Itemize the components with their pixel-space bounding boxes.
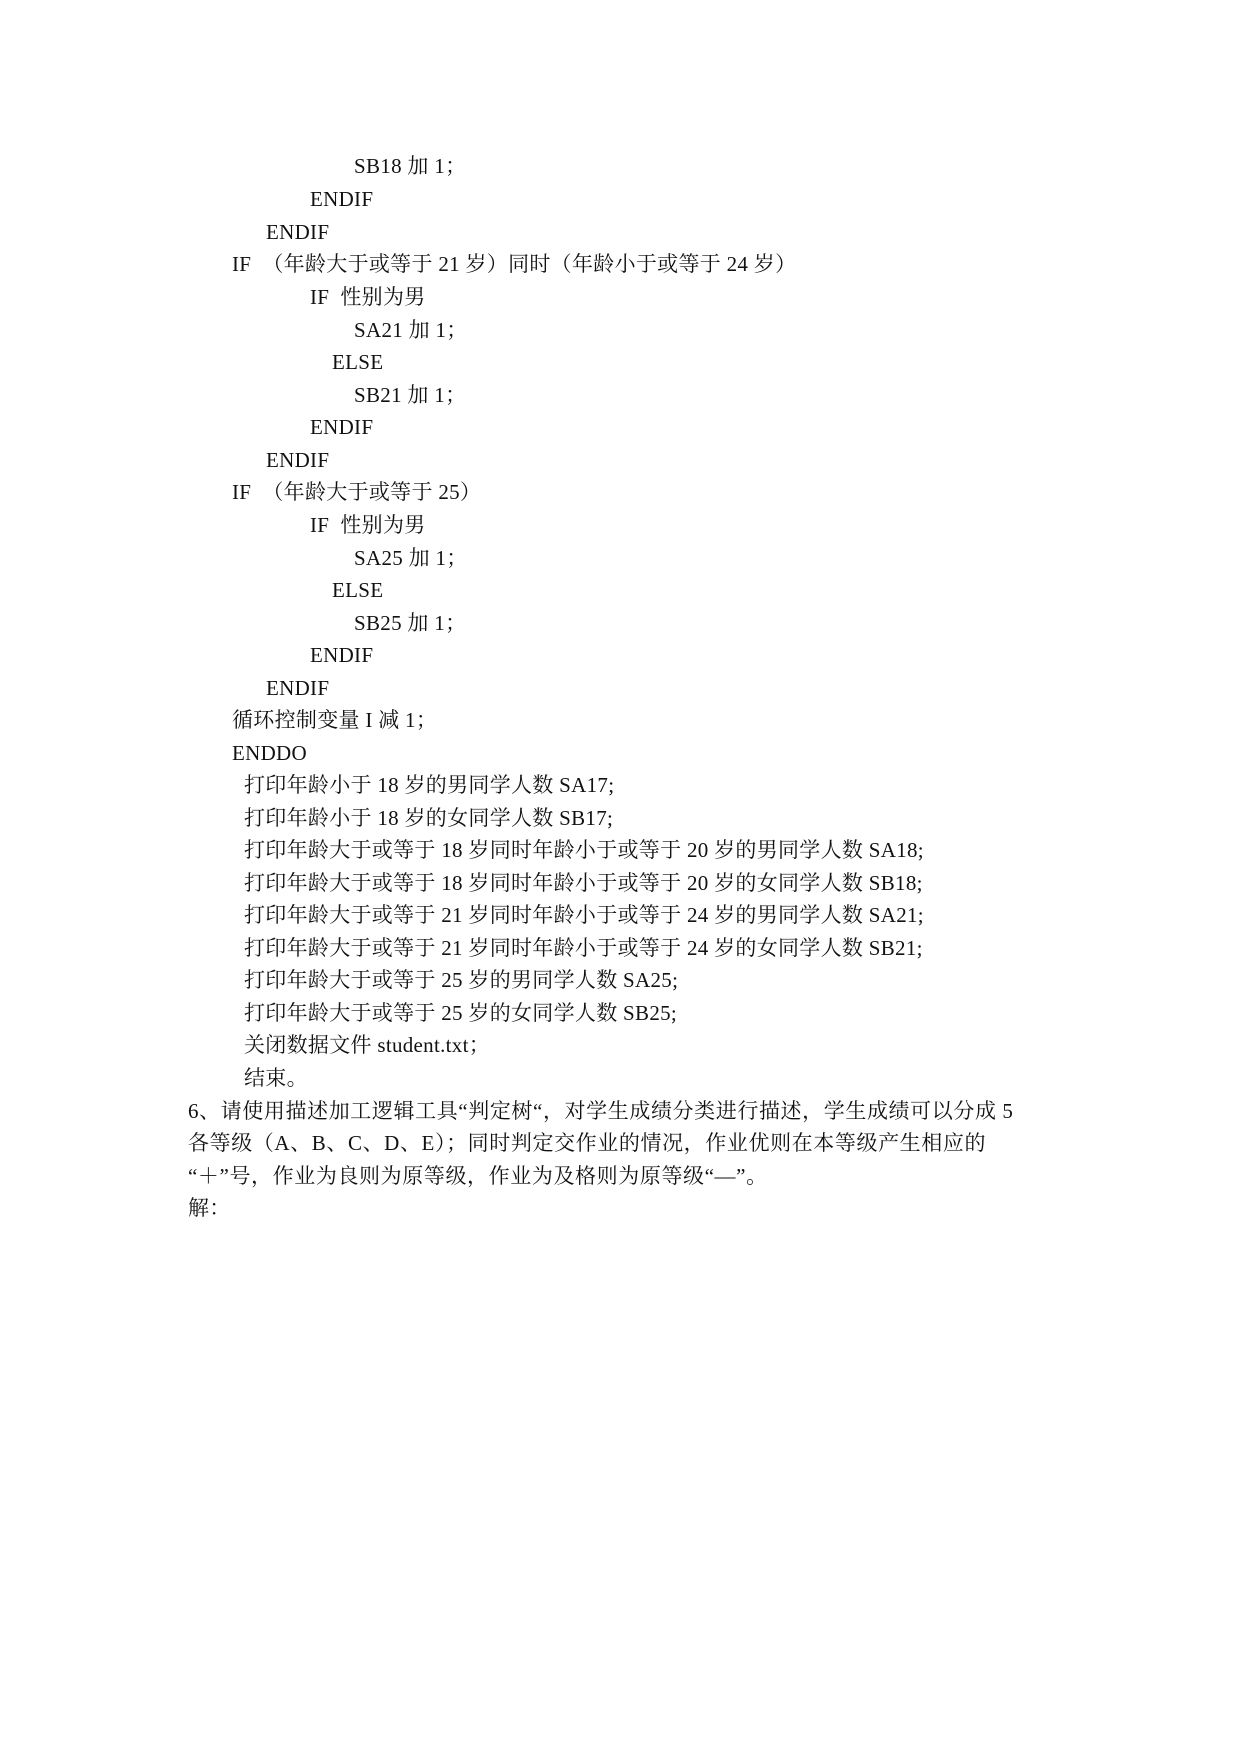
question-text-line: 6、请使用描述加工逻辑工具“判定树“，对学生成绩分类进行描述，学生成绩可以分成 5 xyxy=(188,1099,1014,1123)
code-line: ENDIF xyxy=(310,187,374,211)
code-line: 打印年龄小于 18 岁的男同学人数 SA17; xyxy=(244,773,615,797)
code-line: ENDIF xyxy=(266,676,330,700)
question-text-line: “＋”号，作业为良则为原等级，作业为及格则为原等级“—”。 xyxy=(188,1164,768,1188)
code-line: ENDIF xyxy=(310,643,374,667)
code-line: 打印年龄大于或等于 18 岁同时年龄小于或等于 20 岁的男同学人数 SA18; xyxy=(244,838,924,862)
code-line: 打印年龄大于或等于 18 岁同时年龄小于或等于 20 岁的女同学人数 SB18; xyxy=(244,871,923,895)
code-line: 打印年龄大于或等于 25 岁的女同学人数 SB25; xyxy=(244,1001,678,1025)
question-text-line: 各等级（A、B、C、D、E）；同时判定交作业的情况，作业优则在本等级产生相应的 xyxy=(188,1131,987,1155)
code-line: IF 性别为男 xyxy=(310,285,426,309)
code-line: SB21 加 1； xyxy=(354,383,467,407)
code-line: 打印年龄大于或等于 21 岁同时年龄小于或等于 24 岁的女同学人数 SB21; xyxy=(244,936,923,960)
code-line: ENDIF xyxy=(266,220,330,244)
code-line: ELSE xyxy=(332,578,384,602)
code-line: 关闭数据文件 student.txt； xyxy=(244,1033,491,1057)
code-line: 打印年龄大于或等于 21 岁同时年龄小于或等于 24 岁的男同学人数 SA21; xyxy=(244,903,924,927)
answer-label: 解： xyxy=(188,1196,231,1220)
code-line: SB18 加 1； xyxy=(354,154,467,178)
code-line: SA25 加 1； xyxy=(354,546,468,570)
code-line: 打印年龄大于或等于 25 岁的男同学人数 SA25; xyxy=(244,968,679,992)
code-line: IF （年龄大于或等于 25） xyxy=(232,480,482,504)
code-line: IF 性别为男 xyxy=(310,513,426,537)
code-line: 结束。 xyxy=(244,1066,308,1090)
code-line: ELSE xyxy=(332,350,384,374)
code-line: 打印年龄小于 18 岁的女同学人数 SB17; xyxy=(244,806,614,830)
code-line: SB25 加 1； xyxy=(354,611,467,635)
code-line: ENDDO xyxy=(232,741,307,765)
code-line: IF （年龄大于或等于 21 岁）同时（年龄小于或等于 24 岁） xyxy=(232,252,797,276)
code-line: ENDIF xyxy=(310,415,374,439)
code-line: SA21 加 1； xyxy=(354,318,468,342)
code-line: 循环控制变量 I 减 1； xyxy=(232,708,438,732)
code-line: ENDIF xyxy=(266,448,330,472)
